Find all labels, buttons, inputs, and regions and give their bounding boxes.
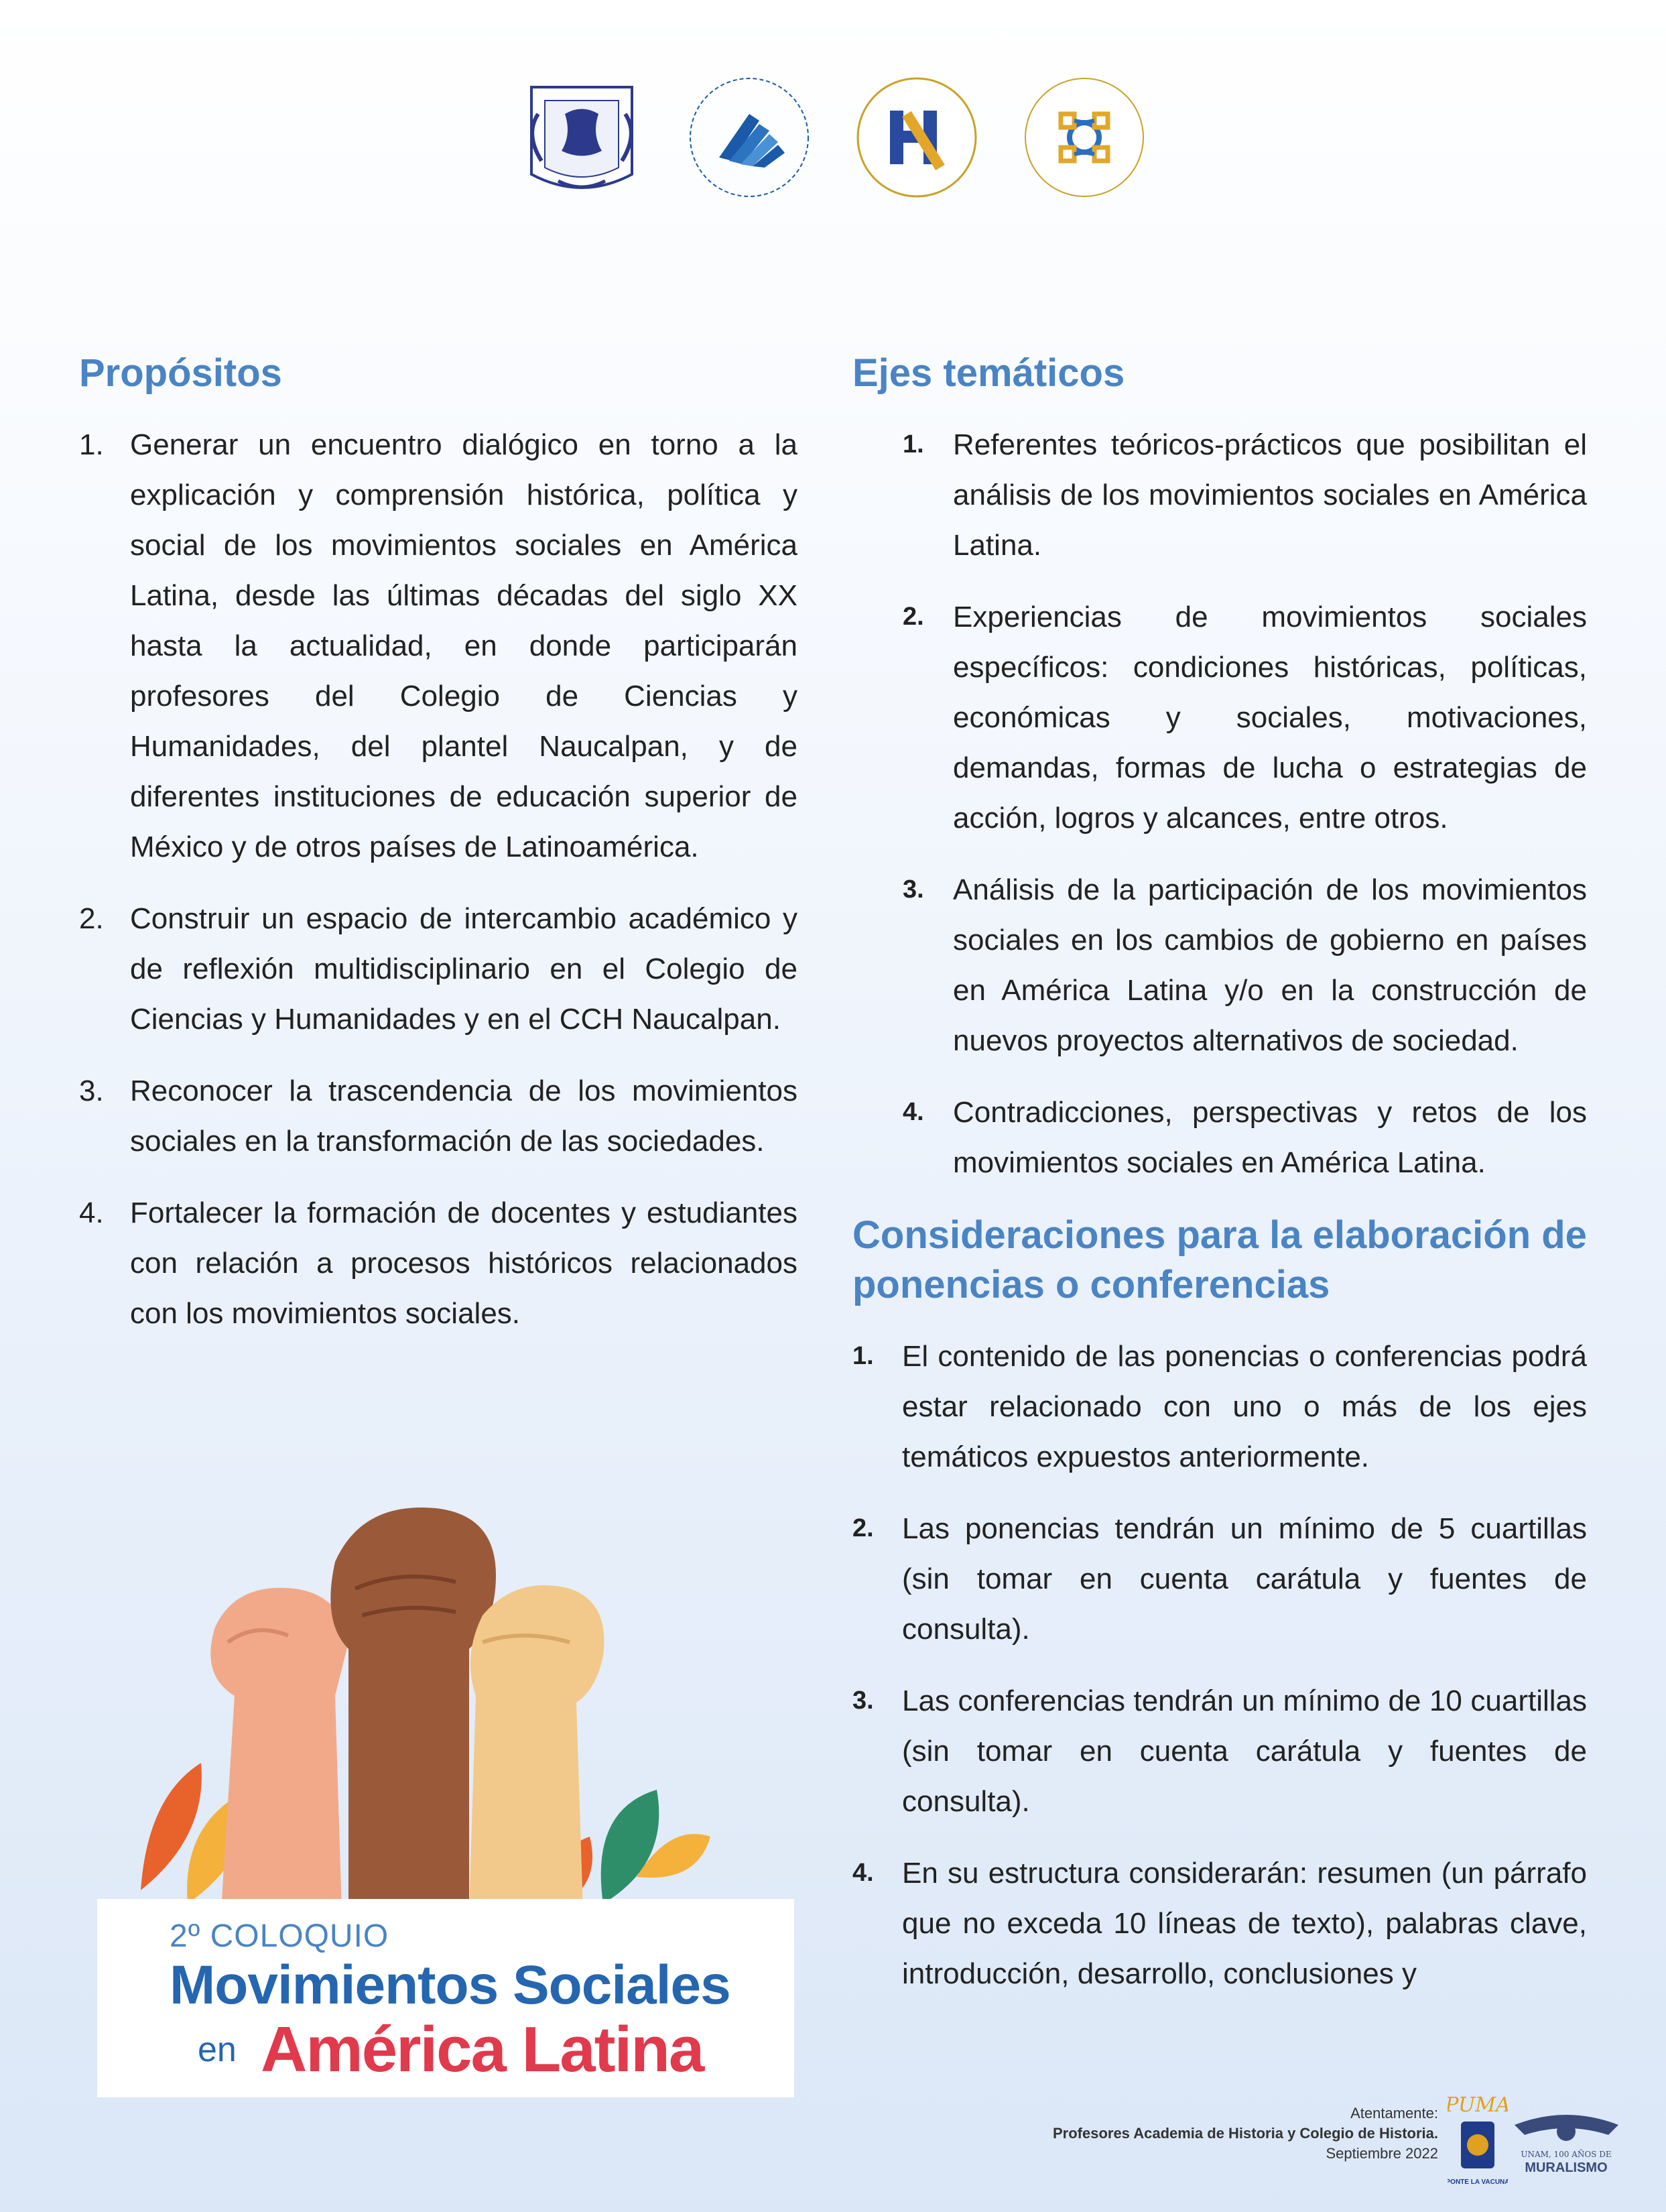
secretaria-docente-logo-icon <box>1021 74 1148 201</box>
consideraciones-list <box>852 1331 1587 1999</box>
item-text: Análisis de la participación de los movimientos sociales en los cambios de gobierno en países en América Latina y/o en la construcción de nuevos proyectos alternativos de sociedad. <box>953 873 1587 1057</box>
item-number: 2. <box>903 603 924 631</box>
item-text: Fortalecer la formación de docentes y estudiantes con relación a procesos históricos relacionados con los movimientos sociales. <box>130 1196 797 1330</box>
item-number: 2. <box>79 902 104 935</box>
item-number: 1. <box>79 428 104 461</box>
list-item <box>79 1188 797 1339</box>
footer-date: Septiembre 2022 <box>1326 2145 1438 2162</box>
item-text: Construir un espacio de intercambio académico y de reflexión multidisciplinario en el Colegio de Ciencias y Humanidades y en el CCH Naucalpan. <box>130 902 797 1036</box>
raised-fists-illustration <box>121 1475 724 1910</box>
item-number: 3. <box>79 1074 104 1107</box>
list-item <box>852 1087 1587 1188</box>
list-item <box>852 420 1587 570</box>
item-text: El contenido de las ponencias o conferencias podrá estar relacionado con uno o más de los ejes temáticos expuestos anteriormente. <box>902 1340 1587 1473</box>
propositos-section <box>79 349 797 1339</box>
item-text: Generar un encuentro dialógico en torno a la explicación y comprensión histórica, política y social de los movimientos sociales en América Latina, desde las últimas décadas del siglo XX hasta la actualidad, en donde participarán profesores del Colegio de Ciencias y Humanidades, del plantel Naucalpan, y de diferentes instituciones de educación superior de México y de otros países de Latinoamérica. <box>130 428 797 863</box>
mural-logo-text: UNAM, 100 AÑOS DE <box>1521 2150 1612 2159</box>
list-item <box>852 865 1587 1066</box>
banner-title-line2: América Latina <box>261 2014 704 2085</box>
item-text: En su estructura considerarán: resumen (un párrafo que no exceda 10 líneas de texto), palabras clave, introducción, desarrollo, conclusiones y <box>902 1857 1587 1990</box>
item-text: Referentes teóricos-prácticos que posibilitan el análisis de los movimientos sociales en América Latina. <box>953 428 1587 562</box>
list-item <box>852 592 1587 843</box>
item-text: Contradicciones, perspectivas y retos de los movimientos sociales en América Latina. <box>953 1096 1587 1179</box>
item-text: Las ponencias tendrán un mínimo de 5 cuartillas (sin tomar en cuenta carátula y fuentes de consulta). <box>902 1512 1587 1646</box>
item-number: 2. <box>852 1514 874 1542</box>
unam-crest-icon <box>518 74 645 201</box>
ejes-list <box>852 420 1587 1188</box>
footer-signature <box>1053 2103 1438 2164</box>
ponte-puma-logo-icon <box>1448 2085 1508 2192</box>
propositos-title: Propósitos <box>79 351 282 395</box>
banner-title-connector: en <box>198 2030 237 2069</box>
header-logos <box>0 74 1666 201</box>
coloquio-banner <box>97 1899 794 2097</box>
list-item <box>79 420 797 872</box>
item-number: 1. <box>852 1342 874 1370</box>
mural-logo-word: MURALISMO <box>1525 2160 1608 2175</box>
list-item <box>852 1848 1587 1999</box>
footer-authors: Profesores Academia de Historia y Colegio de Historia. <box>1052 2125 1438 2142</box>
ejes-title: Ejes temáticos <box>852 351 1125 395</box>
item-number: 1. <box>903 430 924 458</box>
item-text: Reconocer la trascendencia de los movimientos sociales en la transformación de las sociedades. <box>130 1074 797 1158</box>
item-text: Las conferencias tendrán un mínimo de 10 cuartillas (sin tomar en cuenta carátula y fuentes de consulta). <box>902 1684 1587 1818</box>
item-number: 3. <box>852 1686 874 1715</box>
footer-greeting: Atentamente: <box>1350 2105 1438 2122</box>
cch-naucalpan-logo-icon <box>853 74 980 201</box>
puma-logo-text: PUMA <box>1448 2093 1508 2117</box>
list-item <box>852 1331 1587 1482</box>
item-number: 4. <box>903 1098 924 1126</box>
banner-edition: 2º COLOQUIO <box>170 1918 389 1954</box>
list-item <box>79 1066 797 1166</box>
item-number: 3. <box>903 875 924 904</box>
item-text: Experiencias de movimientos sociales específicos: condiciones históricas, políticas, económicas y sociales, motivaciones, demandas, formas de lucha o estrategias de acción, logros y alcances, entre otros. <box>953 601 1587 835</box>
propositos-list <box>79 420 797 1339</box>
banner-title-line1: Movimientos Sociales <box>170 1955 730 2016</box>
item-number: 4. <box>79 1196 104 1229</box>
list-item <box>79 894 797 1044</box>
list-item <box>852 1503 1587 1654</box>
right-column <box>852 349 1587 1999</box>
muralismo-logo-icon <box>1508 2105 1625 2178</box>
cch-logo-icon <box>686 74 813 201</box>
consideraciones-title: Consideraciones para la elaboración de ponencias o conferencias <box>852 1213 1587 1306</box>
item-number: 4. <box>852 1859 874 1887</box>
list-item <box>852 1676 1587 1827</box>
puma-logo-subtext: PONTE LA VACUNA <box>1448 2178 1508 2186</box>
